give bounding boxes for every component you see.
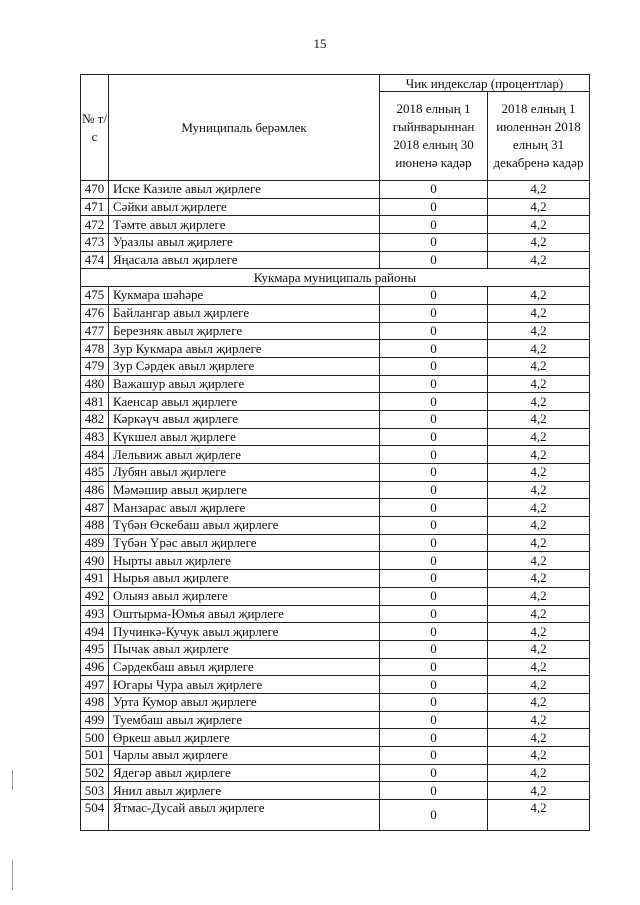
row-value-period-2: 4,2 bbox=[488, 322, 590, 340]
table-row bbox=[81, 729, 590, 747]
row-value-period-2: 4,2 bbox=[488, 499, 590, 517]
header-period-2: 2018 елның 1 июленнән 2018 елның 31 декабренә кадәр bbox=[488, 92, 590, 181]
row-municipality: Яңасала авыл җирлеге bbox=[109, 251, 380, 269]
table-row bbox=[81, 234, 590, 252]
row-municipality: Манзарас авыл җирлеге bbox=[109, 499, 380, 517]
row-value-period-2: 4,2 bbox=[488, 693, 590, 711]
row-value-period-2: 4,2 bbox=[488, 517, 590, 535]
table-row bbox=[81, 446, 590, 464]
last-row-group bbox=[81, 800, 590, 831]
row-municipality: Кукмара шәһәре bbox=[109, 287, 380, 305]
row-number: 474 bbox=[81, 251, 109, 269]
row-value-period-2: 4,2 bbox=[488, 357, 590, 375]
row-municipality: Уразлы авыл җирлеге bbox=[109, 234, 380, 252]
table-row bbox=[81, 410, 590, 428]
row-value-period-2: 4,2 bbox=[488, 764, 590, 782]
row-value-period-2: 4,2 bbox=[488, 623, 590, 641]
row-municipality: Березняк авыл җирлеге bbox=[109, 322, 380, 340]
table-row bbox=[81, 304, 590, 322]
row-value-period-2: 4,2 bbox=[488, 570, 590, 588]
row-municipality: Пычак авыл җирлеге bbox=[109, 640, 380, 658]
table-row bbox=[81, 711, 590, 729]
row-value-period-1: 0 bbox=[380, 216, 488, 234]
row-value-period-2: 4,2 bbox=[488, 676, 590, 694]
row-value-period-1: 0 bbox=[380, 251, 488, 269]
row-number: 496 bbox=[81, 658, 109, 676]
table-row bbox=[81, 340, 590, 358]
row-number: 489 bbox=[81, 534, 109, 552]
row-value-period-1: 0 bbox=[380, 464, 488, 482]
row-value-period-1: 0 bbox=[380, 623, 488, 641]
row-value-period-2: 4,2 bbox=[488, 251, 590, 269]
row-municipality: Өркеш авыл җирлеге bbox=[109, 729, 380, 747]
table-row bbox=[81, 428, 590, 446]
row-value-period-1: 0 bbox=[380, 693, 488, 711]
row-municipality: Түбән Өскебаш авыл җирлеге bbox=[109, 517, 380, 535]
row-value-period-2: 4,2 bbox=[488, 234, 590, 252]
row-number: 476 bbox=[81, 304, 109, 322]
row-number: 491 bbox=[81, 570, 109, 588]
row-municipality: Түбән Үрәс авыл җирлеге bbox=[109, 534, 380, 552]
row-municipality: Сәрдекбаш авыл җирлеге bbox=[109, 658, 380, 676]
header-number: № т/с bbox=[81, 75, 109, 181]
table-body-b bbox=[81, 287, 590, 800]
row-municipality: Янил авыл җирлеге bbox=[109, 782, 380, 800]
table-row bbox=[81, 481, 590, 499]
row-value-period-2: 4,2 bbox=[488, 800, 590, 831]
row-value-period-1: 0 bbox=[380, 410, 488, 428]
row-number: 495 bbox=[81, 640, 109, 658]
row-number: 475 bbox=[81, 287, 109, 305]
row-municipality: Мәмәшир авыл җирлеге bbox=[109, 481, 380, 499]
row-value-period-2: 4,2 bbox=[488, 782, 590, 800]
table-row bbox=[81, 658, 590, 676]
row-value-period-1: 0 bbox=[380, 517, 488, 535]
row-number: 504 bbox=[81, 800, 109, 831]
row-value-period-2: 4,2 bbox=[488, 481, 590, 499]
row-value-period-2: 4,2 bbox=[488, 552, 590, 570]
row-value-period-1: 0 bbox=[380, 181, 488, 199]
row-number: 488 bbox=[81, 517, 109, 535]
row-municipality: Күкшел авыл җирлеге bbox=[109, 428, 380, 446]
row-value-period-2: 4,2 bbox=[488, 464, 590, 482]
header-limit-indices: Чик индекслар (процентлар) bbox=[380, 75, 590, 92]
row-value-period-1: 0 bbox=[380, 428, 488, 446]
table-row bbox=[81, 181, 590, 199]
table-row bbox=[81, 499, 590, 517]
row-value-period-1: 0 bbox=[380, 587, 488, 605]
row-municipality: Чарлы авыл җирлеге bbox=[109, 747, 380, 765]
limit-index-table bbox=[80, 74, 590, 831]
row-municipality: Сәйки авыл җирлеге bbox=[109, 198, 380, 216]
row-value-period-1: 0 bbox=[380, 375, 488, 393]
section-title: Кукмара муниципаль районы bbox=[81, 269, 590, 287]
row-value-period-2: 4,2 bbox=[488, 181, 590, 199]
row-value-period-2: 4,2 bbox=[488, 198, 590, 216]
row-number: 502 bbox=[81, 764, 109, 782]
row-number: 477 bbox=[81, 322, 109, 340]
row-value-period-1: 0 bbox=[380, 234, 488, 252]
row-number: 478 bbox=[81, 340, 109, 358]
row-value-period-2: 4,2 bbox=[488, 640, 590, 658]
row-value-period-1: 0 bbox=[380, 658, 488, 676]
row-value-period-1: 0 bbox=[380, 782, 488, 800]
row-number: 498 bbox=[81, 693, 109, 711]
table-row bbox=[81, 587, 590, 605]
row-value-period-1: 0 bbox=[380, 552, 488, 570]
row-value-period-2: 4,2 bbox=[488, 428, 590, 446]
table-row bbox=[81, 693, 590, 711]
row-value-period-2: 4,2 bbox=[488, 375, 590, 393]
page-number: 15 bbox=[313, 36, 327, 51]
row-value-period-1: 0 bbox=[380, 764, 488, 782]
row-value-period-2: 4,2 bbox=[488, 340, 590, 358]
row-value-period-1: 0 bbox=[380, 340, 488, 358]
table-row bbox=[81, 676, 590, 694]
table-row bbox=[81, 552, 590, 570]
table-row bbox=[81, 322, 590, 340]
row-number: 501 bbox=[81, 747, 109, 765]
row-number: 500 bbox=[81, 729, 109, 747]
table-row bbox=[81, 764, 590, 782]
row-number: 494 bbox=[81, 623, 109, 641]
row-number: 499 bbox=[81, 711, 109, 729]
row-value-period-1: 0 bbox=[380, 800, 488, 831]
row-number: 479 bbox=[81, 357, 109, 375]
row-municipality: Иске Казиле авыл җирлеге bbox=[109, 181, 380, 199]
row-value-period-2: 4,2 bbox=[488, 393, 590, 411]
row-municipality: Нырты авыл җирлеге bbox=[109, 552, 380, 570]
row-value-period-2: 4,2 bbox=[488, 658, 590, 676]
table-row bbox=[81, 216, 590, 234]
table-row bbox=[81, 357, 590, 375]
row-value-period-2: 4,2 bbox=[488, 534, 590, 552]
row-value-period-2: 4,2 bbox=[488, 747, 590, 765]
row-value-period-2: 4,2 bbox=[488, 446, 590, 464]
row-value-period-1: 0 bbox=[380, 640, 488, 658]
table-row bbox=[81, 534, 590, 552]
row-value-period-2: 4,2 bbox=[488, 729, 590, 747]
row-number: 470 bbox=[81, 181, 109, 199]
row-value-period-2: 4,2 bbox=[488, 587, 590, 605]
row-municipality: Урта Кумор авыл җирлеге bbox=[109, 693, 380, 711]
table-row bbox=[81, 747, 590, 765]
row-value-period-2: 4,2 bbox=[488, 287, 590, 305]
row-number: 472 bbox=[81, 216, 109, 234]
table-row bbox=[81, 570, 590, 588]
row-value-period-1: 0 bbox=[380, 534, 488, 552]
row-municipality: Оштырма-Юмья авыл җирлеге bbox=[109, 605, 380, 623]
row-value-period-1: 0 bbox=[380, 676, 488, 694]
row-municipality: Лельвиж авыл җирлеге bbox=[109, 446, 380, 464]
table-row bbox=[81, 198, 590, 216]
table-row bbox=[81, 782, 590, 800]
row-number: 493 bbox=[81, 605, 109, 623]
row-value-period-1: 0 bbox=[380, 322, 488, 340]
row-value-period-2: 4,2 bbox=[488, 711, 590, 729]
row-municipality: Тәмте авыл җирлеге bbox=[109, 216, 380, 234]
row-value-period-1: 0 bbox=[380, 729, 488, 747]
row-municipality: Туембаш авыл җирлеге bbox=[109, 711, 380, 729]
row-number: 492 bbox=[81, 587, 109, 605]
row-value-period-1: 0 bbox=[380, 605, 488, 623]
table-row bbox=[81, 287, 590, 305]
row-municipality: Олыяз авыл җирлеге bbox=[109, 587, 380, 605]
row-value-period-1: 0 bbox=[380, 747, 488, 765]
row-municipality: Нырья авыл җирлеге bbox=[109, 570, 380, 588]
row-value-period-1: 0 bbox=[380, 287, 488, 305]
row-number: 482 bbox=[81, 410, 109, 428]
row-number: 473 bbox=[81, 234, 109, 252]
header-period-1: 2018 елның 1 гыйнварыннан 2018 елның 30 июненә кадәр bbox=[380, 92, 488, 181]
row-number: 503 bbox=[81, 782, 109, 800]
table-row bbox=[81, 517, 590, 535]
scan-margin-mark bbox=[12, 770, 13, 790]
row-value-period-2: 4,2 bbox=[488, 304, 590, 322]
table-row bbox=[81, 251, 590, 269]
table-row bbox=[81, 605, 590, 623]
table-row bbox=[81, 800, 590, 831]
table-row bbox=[81, 393, 590, 411]
row-number: 486 bbox=[81, 481, 109, 499]
row-value-period-1: 0 bbox=[380, 198, 488, 216]
row-municipality: Ядегәр авыл җирлеге bbox=[109, 764, 380, 782]
row-municipality: Ятмас-Дусай авыл җирлеге bbox=[109, 800, 380, 831]
row-municipality: Байлангар авыл җирлеге bbox=[109, 304, 380, 322]
row-value-period-1: 0 bbox=[380, 711, 488, 729]
row-value-period-1: 0 bbox=[380, 570, 488, 588]
row-municipality: Югары Чура авыл җирлеге bbox=[109, 676, 380, 694]
row-number: 483 bbox=[81, 428, 109, 446]
row-municipality: Каенсар авыл җирлеге bbox=[109, 393, 380, 411]
row-value-period-1: 0 bbox=[380, 481, 488, 499]
row-municipality: Важашур авыл җирлеге bbox=[109, 375, 380, 393]
row-municipality: Зур Сәрдек авыл җирлеге bbox=[109, 357, 380, 375]
row-number: 484 bbox=[81, 446, 109, 464]
table-body-a bbox=[81, 181, 590, 269]
row-value-period-1: 0 bbox=[380, 304, 488, 322]
table-row bbox=[81, 623, 590, 641]
row-number: 480 bbox=[81, 375, 109, 393]
row-number: 497 bbox=[81, 676, 109, 694]
row-municipality: Зур Кукмара авыл җирлеге bbox=[109, 340, 380, 358]
row-value-period-1: 0 bbox=[380, 357, 488, 375]
row-value-period-2: 4,2 bbox=[488, 216, 590, 234]
table-row bbox=[81, 375, 590, 393]
row-number: 481 bbox=[81, 393, 109, 411]
row-number: 471 bbox=[81, 198, 109, 216]
row-number: 487 bbox=[81, 499, 109, 517]
scan-margin-mark bbox=[12, 860, 13, 890]
row-value-period-1: 0 bbox=[380, 393, 488, 411]
row-municipality: Лубян авыл җирлеге bbox=[109, 464, 380, 482]
section-row-group bbox=[81, 269, 590, 287]
row-number: 485 bbox=[81, 464, 109, 482]
table-row bbox=[81, 464, 590, 482]
row-municipality: Кәркәүч авыл җирлеге bbox=[109, 410, 380, 428]
header-municipality: Муниципаль берәмлек bbox=[109, 75, 380, 181]
row-number: 490 bbox=[81, 552, 109, 570]
table-row bbox=[81, 640, 590, 658]
row-value-period-2: 4,2 bbox=[488, 605, 590, 623]
row-value-period-2: 4,2 bbox=[488, 410, 590, 428]
row-municipality: Пучинкә-Кучук авыл җирлеге bbox=[109, 623, 380, 641]
row-value-period-1: 0 bbox=[380, 446, 488, 464]
row-value-period-1: 0 bbox=[380, 499, 488, 517]
